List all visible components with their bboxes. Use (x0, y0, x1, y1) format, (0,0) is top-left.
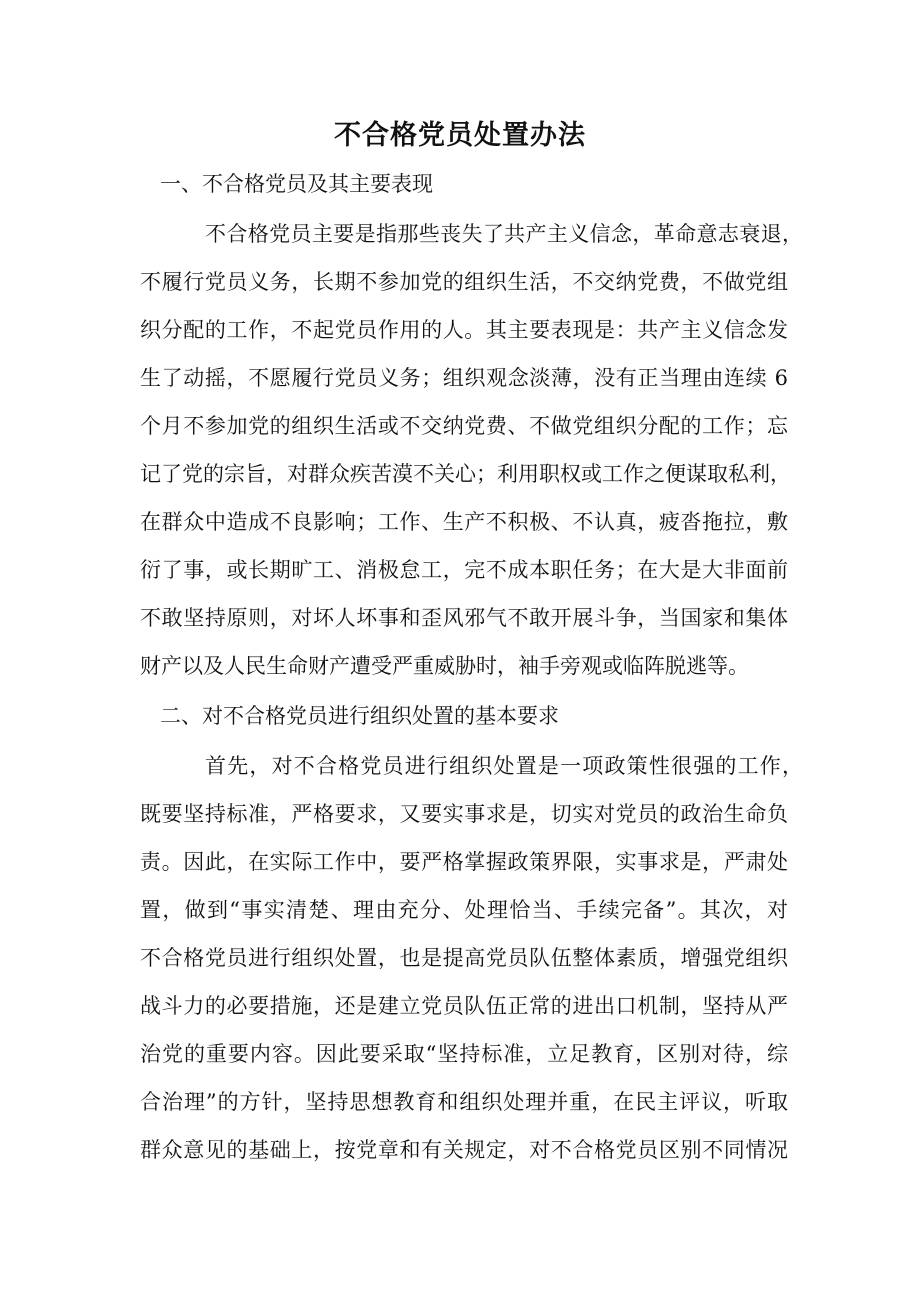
section-1-line: 衍了事，或长期旷工、消极怠工，完不成本职任务；在大是大非面前 (140, 558, 788, 582)
section-1-line: 织分配的工作，不起党员作用的人。其主要表现是：共产主义信念发 (140, 318, 788, 342)
section-1-line: 财产以及人民生命财产遭受严重威胁时，袖手旁观或临阵脱逃等。 (140, 654, 749, 678)
section-2-line: 合治理”的方针，坚持思想教育和组织处理并重，在民主评议，听取 (140, 1090, 788, 1114)
section-2-heading: 二、对不合格党员进行组织处置的基本要求 (160, 704, 559, 728)
document-title: 不合格党员处置办法 (334, 120, 586, 151)
section-1-line: 生了动摇，不愿履行党员义务；组织观念淡薄，没有正当理由连续 6 (140, 366, 788, 390)
section-2-line: 责。因此，在实际工作中，要严格掌握政策界限，实事求是，严肃处 (140, 850, 788, 874)
section-1-line: 个月不参加党的组织生活或不交纳党费、不做党组织分配的工作；忘 (140, 414, 788, 438)
section-2-line: 战斗力的必要措施，还是建立党员队伍正常的进出口机制，坚持从严 (140, 994, 788, 1018)
section-1-line: 记了党的宗旨，对群众疾苦漠不关心；利用职权或工作之便谋取私利， (140, 462, 791, 486)
section-1-line: 不敢坚持原则，对坏人坏事和歪风邪气不敢开展斗争，当国家和集体 (140, 606, 788, 630)
section-2-line: 群众意见的基础上，按党章和有关规定，对不合格党员区别不同情况 (140, 1138, 788, 1162)
section-2-line: 置，做到“事实清楚、理由充分、处理恰当、手续完备”。其次，对 (140, 898, 788, 922)
section-2-line: 首先，对不合格党员进行组织处置是一项政策性很强的工作， (205, 754, 803, 778)
section-2-line: 治党的重要内容。因此要采取“坚持标准，立足教育，区别对待，综 (140, 1042, 788, 1066)
section-2-line: 不合格党员进行组织处置，也是提高党员队伍整体素质，增强党组织 (140, 946, 788, 970)
section-2-line: 既要坚持标准，严格要求，又要实事求是，切实对党员的政治生命负 (140, 802, 788, 826)
section-1-line: 不合格党员主要是指那些丧失了共产主义信念，革命意志衰退， (205, 222, 803, 246)
section-1-heading: 一、不合格党员及其主要表现 (160, 172, 433, 196)
section-1-line: 在群众中造成不良影响；工作、生产不积极、不认真，疲沓拖拉，敷 (140, 510, 788, 534)
section-1-line: 不履行党员义务，长期不参加党的组织生活，不交纳党费，不做党组 (140, 270, 788, 294)
